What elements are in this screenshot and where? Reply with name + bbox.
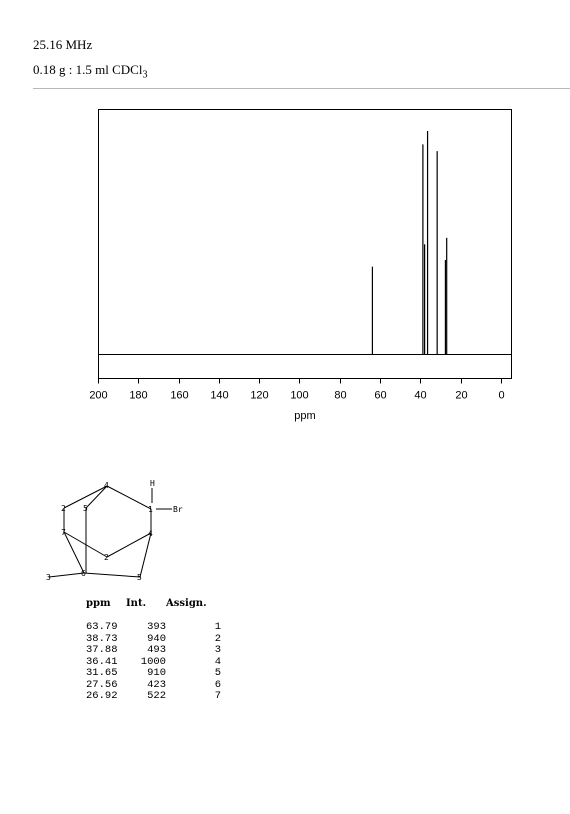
- atom-label: 7: [61, 528, 66, 537]
- table-row: [86, 645, 221, 657]
- x-tick-label: 160: [170, 389, 189, 402]
- sample-text: 0.18 g : 1.5 ml CDCl: [33, 62, 143, 77]
- table-row: [86, 668, 221, 680]
- x-tick-label: 200: [89, 389, 108, 402]
- atom-label: 5: [137, 573, 142, 582]
- x-tick-label: 60: [374, 389, 387, 402]
- x-tick-label: 40: [414, 389, 427, 402]
- atom-label: 4: [148, 529, 153, 538]
- table-row: [86, 622, 221, 634]
- hydrogen-label: H: [150, 479, 155, 488]
- cell-intensity: 393: [147, 621, 166, 633]
- cell-assignment: 5: [214, 667, 221, 679]
- x-tick-label: 80: [334, 389, 347, 402]
- table-row: [86, 691, 221, 703]
- x-tick-label: 180: [129, 389, 148, 402]
- x-tick-label: 20: [455, 389, 468, 402]
- cell-assignment: 7: [214, 690, 221, 702]
- atom-label: 3: [46, 573, 51, 582]
- cell-intensity: 910: [147, 667, 166, 679]
- x-tick-label: 0: [498, 389, 505, 402]
- atom-label: 2: [61, 504, 66, 513]
- header-assignment: Assign.: [166, 598, 207, 609]
- atom-label: 1: [148, 505, 153, 514]
- header-ppm: ppm: [86, 598, 111, 609]
- atom-label: 4: [104, 481, 109, 490]
- cell-intensity: 493: [147, 644, 166, 656]
- cell-assignment: 3: [214, 644, 221, 656]
- cell-intensity: 1000: [140, 655, 166, 668]
- bromine-label: Br: [173, 505, 183, 514]
- cell-assignment: 6: [214, 678, 221, 691]
- cell-ppm: 36.41: [86, 655, 118, 668]
- cell-ppm: 26.92: [86, 690, 118, 702]
- cell-assignment: 2: [214, 632, 221, 645]
- cell-intensity: 423: [147, 678, 166, 691]
- cell-assignment: 1: [214, 621, 221, 633]
- cell-ppm: 38.73: [86, 632, 118, 645]
- cell-intensity: 940: [147, 632, 166, 645]
- cell-ppm: 63.79: [86, 621, 118, 633]
- peak-table: [86, 598, 221, 703]
- cell-ppm: 37.88: [86, 644, 118, 656]
- cell-ppm: 27.56: [86, 678, 118, 691]
- spectrometer-frequency: 25.16 MHz: [33, 37, 93, 52]
- peak-table-header: [86, 598, 221, 622]
- x-tick-label: 120: [250, 389, 269, 402]
- x-tick-label: 140: [210, 389, 229, 402]
- atom-label: 6: [81, 569, 86, 578]
- atom-label: 5: [83, 504, 88, 513]
- atom-label: 2: [104, 553, 109, 562]
- cell-assignment: 4: [214, 655, 221, 668]
- x-axis-label: ppm: [294, 410, 316, 422]
- x-tick-label: 100: [290, 389, 309, 402]
- cell-intensity: 522: [147, 690, 166, 702]
- cell-ppm: 31.65: [86, 667, 118, 679]
- sample-subscript: 3: [142, 69, 148, 81]
- header-intensity: Int.: [126, 598, 147, 609]
- structure-bonds: [49, 486, 172, 577]
